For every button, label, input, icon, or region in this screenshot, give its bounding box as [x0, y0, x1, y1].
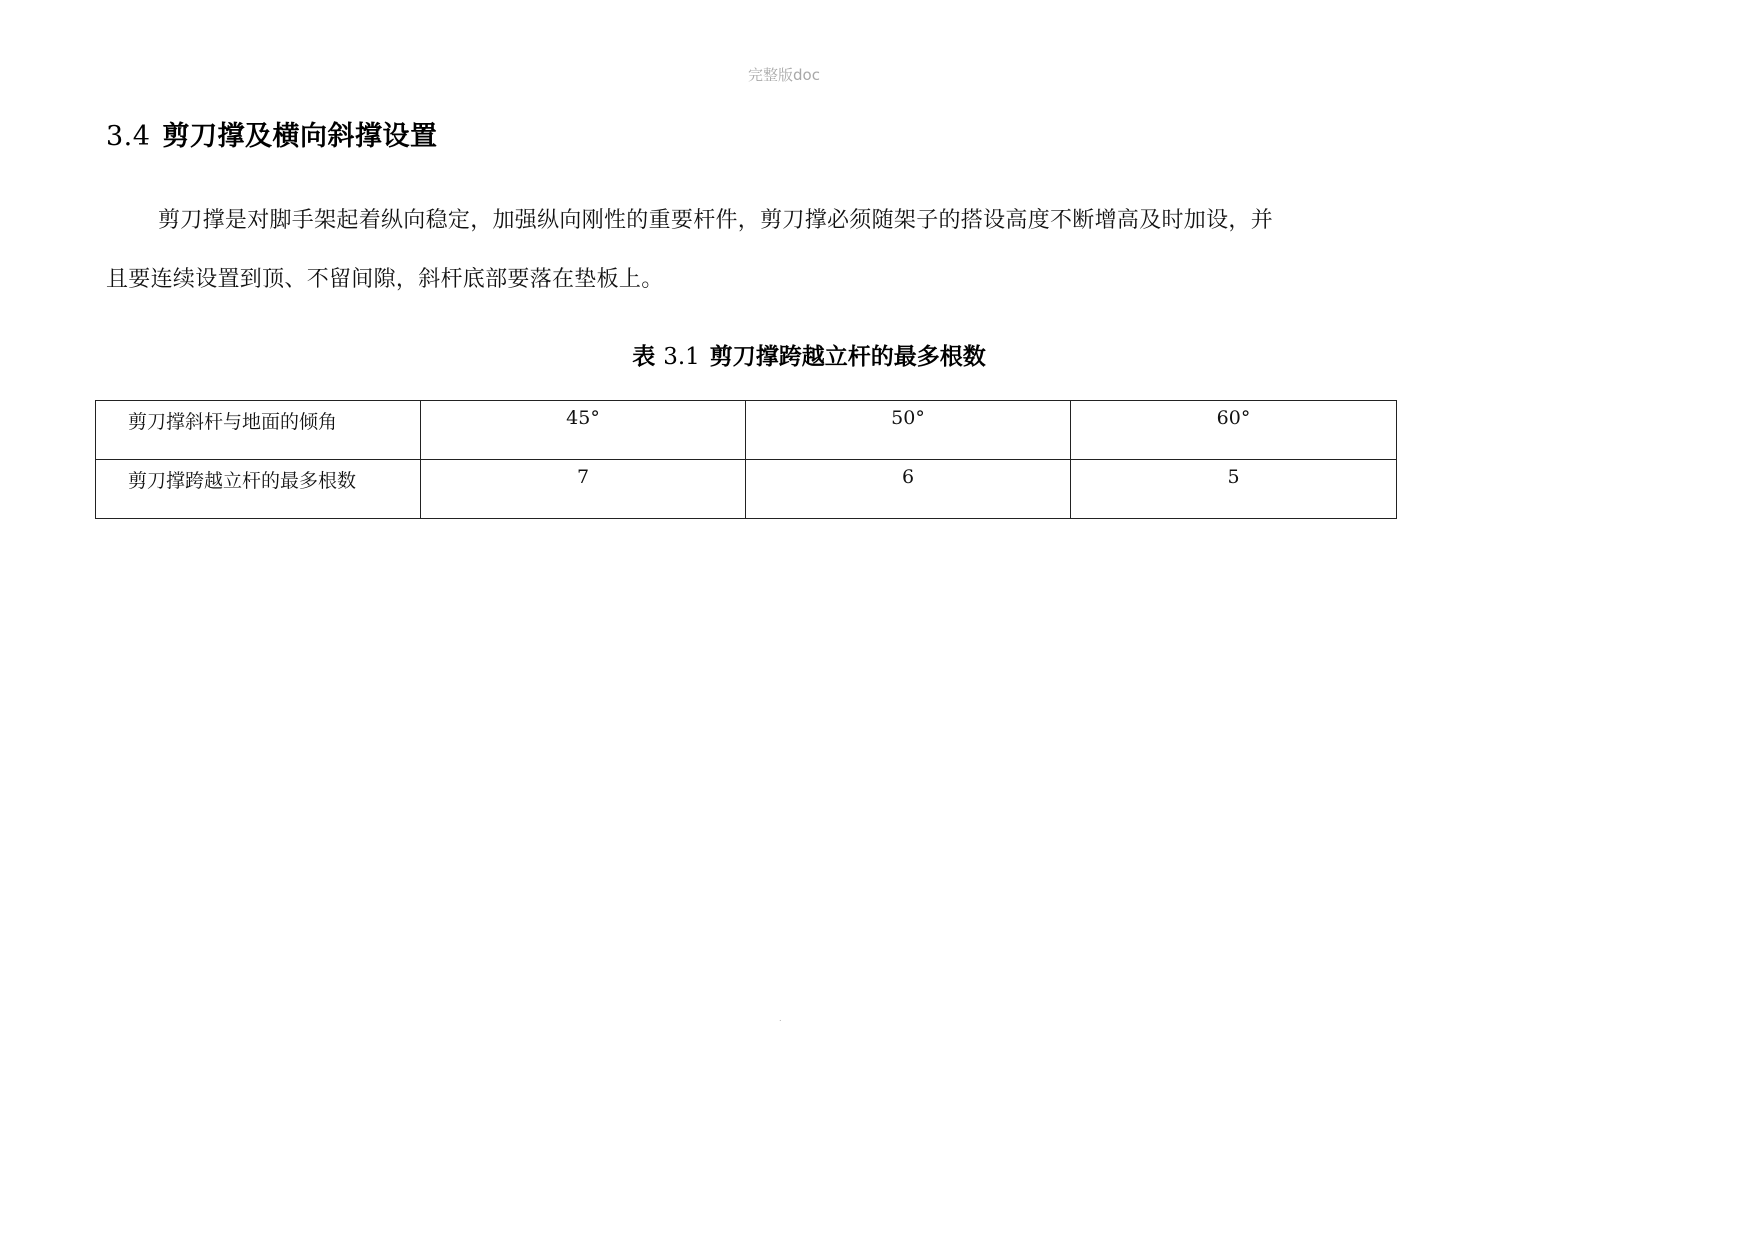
table-caption-prefix: 表 [632, 344, 656, 370]
table-row [96, 401, 1397, 460]
table-row-label: 剪刀撑斜杆与地面的倾角 [96, 401, 421, 460]
paragraph-line-2: 且要连续设置到顶、不留间隙，斜杆底部要落在垫板上。 [106, 267, 664, 292]
table-caption-number: 3.1 [663, 344, 700, 370]
table-cell: 50° [746, 401, 1071, 460]
table-row-label: 剪刀撑跨越立杆的最多根数 [96, 460, 421, 519]
table-row [96, 460, 1397, 519]
header-watermark: 完整版doc [748, 66, 820, 84]
section-title: 剪刀撑及横向斜撑设置 [162, 121, 438, 152]
table-cell: 60° [1071, 401, 1397, 460]
footer-mark: . [779, 1014, 782, 1023]
section-number: 3.4 [106, 121, 151, 152]
table-cell: 7 [421, 460, 746, 519]
table-cell: 5 [1071, 460, 1397, 519]
data-table [95, 400, 1397, 519]
section-heading [106, 114, 437, 153]
table-caption [0, 338, 1618, 371]
table-caption-title: 剪刀撑跨越立杆的最多根数 [709, 344, 986, 370]
table-cell: 6 [746, 460, 1071, 519]
paragraph-line-1: 剪刀撑是对脚手架起着纵向稳定，加强纵向刚性的重要杆件，剪刀撑必须随架子的搭设高度不断增高及时加设，并 [158, 208, 1274, 233]
table-cell: 45° [421, 401, 746, 460]
